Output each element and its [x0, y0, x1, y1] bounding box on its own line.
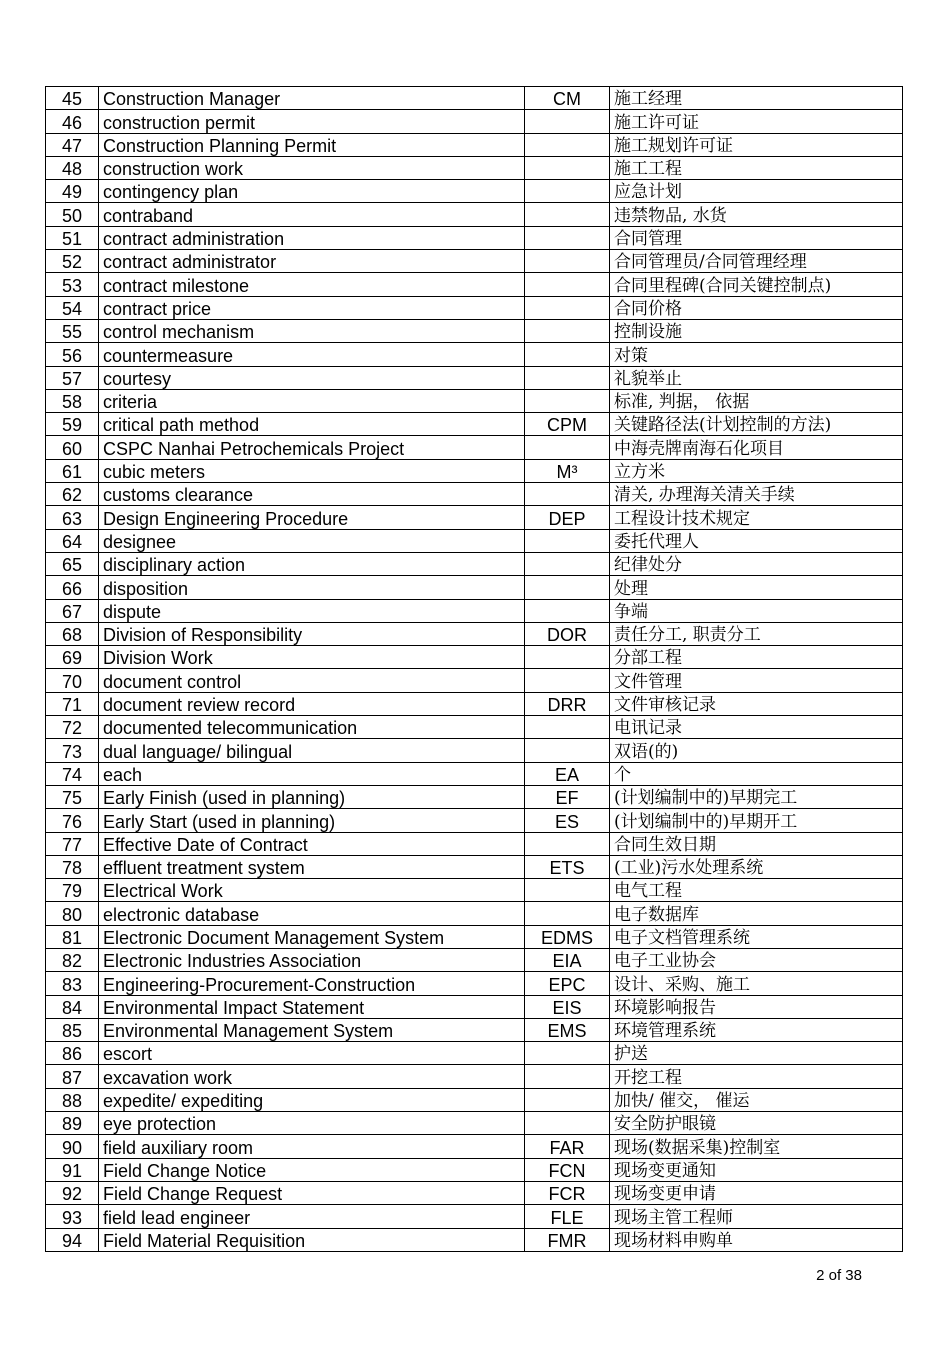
- row-number-cell: 64: [46, 529, 99, 552]
- term-cell: Design Engineering Procedure: [99, 506, 525, 529]
- row-number-cell: 68: [46, 622, 99, 645]
- row-number-cell: 90: [46, 1135, 99, 1158]
- table-row: [46, 87, 903, 110]
- row-number-cell: 51: [46, 226, 99, 249]
- table-row: [46, 133, 903, 156]
- table-row: [46, 832, 903, 855]
- abbreviation-cell: [525, 226, 610, 249]
- chinese-translation-cell: 电讯记录: [610, 716, 903, 739]
- term-cell: field lead engineer: [99, 1205, 525, 1228]
- row-number-cell: 92: [46, 1181, 99, 1204]
- table-row: [46, 692, 903, 715]
- table-row: [46, 1135, 903, 1158]
- abbreviation-cell: FCN: [525, 1158, 610, 1181]
- abbreviation-cell: [525, 250, 610, 273]
- table-row: [46, 1065, 903, 1088]
- row-number-cell: 76: [46, 809, 99, 832]
- abbreviation-cell: [525, 1065, 610, 1088]
- abbreviation-cell: [525, 646, 610, 669]
- row-number-cell: 60: [46, 436, 99, 459]
- chinese-translation-cell: 责任分工, 职责分工: [610, 622, 903, 645]
- abbreviation-cell: [525, 716, 610, 739]
- row-number-cell: 57: [46, 366, 99, 389]
- table-row: [46, 669, 903, 692]
- chinese-translation-cell: 电子文档管理系统: [610, 925, 903, 948]
- table-row: [46, 250, 903, 273]
- chinese-translation-cell: 施工经理: [610, 87, 903, 110]
- abbreviation-cell: ES: [525, 809, 610, 832]
- chinese-translation-cell: 委托代理人: [610, 529, 903, 552]
- table-row: [46, 413, 903, 436]
- chinese-translation-cell: 安全防护眼镜: [610, 1112, 903, 1135]
- row-number-cell: 89: [46, 1112, 99, 1135]
- chinese-translation-cell: (计划编制中的)早期开工: [610, 809, 903, 832]
- chinese-translation-cell: 现场主管工程师: [610, 1205, 903, 1228]
- chinese-translation-cell: 护送: [610, 1042, 903, 1065]
- term-cell: designee: [99, 529, 525, 552]
- term-cell: documented telecommunication: [99, 716, 525, 739]
- term-cell: contraband: [99, 203, 525, 226]
- chinese-translation-cell: 施工工程: [610, 156, 903, 179]
- abbreviation-cell: FAR: [525, 1135, 610, 1158]
- row-number-cell: 74: [46, 762, 99, 785]
- abbreviation-cell: CM: [525, 87, 610, 110]
- abbreviation-cell: [525, 1112, 610, 1135]
- abbreviation-cell: [525, 669, 610, 692]
- term-cell: Electronic Document Management System: [99, 925, 525, 948]
- row-number-cell: 91: [46, 1158, 99, 1181]
- table-row: [46, 809, 903, 832]
- page-number: 2 of 38: [816, 1267, 862, 1284]
- term-cell: Environmental Management System: [99, 1018, 525, 1041]
- chinese-translation-cell: 环境管理系统: [610, 1018, 903, 1041]
- term-cell: construction permit: [99, 110, 525, 133]
- row-number-cell: 94: [46, 1228, 99, 1251]
- row-number-cell: 88: [46, 1088, 99, 1111]
- row-number-cell: 73: [46, 739, 99, 762]
- chinese-translation-cell: 控制设施: [610, 319, 903, 342]
- abbreviation-cell: [525, 832, 610, 855]
- term-cell: Field Change Notice: [99, 1158, 525, 1181]
- term-cell: effluent treatment system: [99, 855, 525, 878]
- abbreviation-cell: EMS: [525, 1018, 610, 1041]
- row-number-cell: 78: [46, 855, 99, 878]
- row-number-cell: 54: [46, 296, 99, 319]
- term-cell: Early Finish (used in planning): [99, 785, 525, 808]
- row-number-cell: 50: [46, 203, 99, 226]
- chinese-translation-cell: 合同里程碑(合同关键控制点): [610, 273, 903, 296]
- row-number-cell: 86: [46, 1042, 99, 1065]
- term-cell: customs clearance: [99, 483, 525, 506]
- term-cell: Division Work: [99, 646, 525, 669]
- term-cell: Field Change Request: [99, 1181, 525, 1204]
- term-cell: Engineering-Procurement-Construction: [99, 972, 525, 995]
- table-row: [46, 1228, 903, 1251]
- row-number-cell: 56: [46, 343, 99, 366]
- chinese-translation-cell: 现场变更申请: [610, 1181, 903, 1204]
- row-number-cell: 45: [46, 87, 99, 110]
- table-row: [46, 1018, 903, 1041]
- row-number-cell: 48: [46, 156, 99, 179]
- chinese-translation-cell: (工业)污水处理系统: [610, 855, 903, 878]
- table-row: [46, 716, 903, 739]
- row-number-cell: 66: [46, 576, 99, 599]
- chinese-translation-cell: 电子工业协会: [610, 948, 903, 971]
- abbreviation-cell: DRR: [525, 692, 610, 715]
- chinese-translation-cell: 合同管理员/合同管理经理: [610, 250, 903, 273]
- table-row: [46, 1181, 903, 1204]
- term-cell: construction work: [99, 156, 525, 179]
- table-row: [46, 1088, 903, 1111]
- table-row: [46, 319, 903, 342]
- row-number-cell: 83: [46, 972, 99, 995]
- table-row: [46, 576, 903, 599]
- table-row: [46, 226, 903, 249]
- chinese-translation-cell: 开挖工程: [610, 1065, 903, 1088]
- chinese-translation-cell: 环境影响报告: [610, 995, 903, 1018]
- row-number-cell: 81: [46, 925, 99, 948]
- chinese-translation-cell: 中海壳牌南海石化项目: [610, 436, 903, 459]
- term-cell: CSPC Nanhai Petrochemicals Project: [99, 436, 525, 459]
- abbreviation-cell: [525, 203, 610, 226]
- term-cell: contract administrator: [99, 250, 525, 273]
- term-cell: Electronic Industries Association: [99, 948, 525, 971]
- abbreviation-cell: [525, 296, 610, 319]
- row-number-cell: 63: [46, 506, 99, 529]
- abbreviation-cell: FMR: [525, 1228, 610, 1251]
- term-cell: contract administration: [99, 226, 525, 249]
- abbreviation-cell: ETS: [525, 855, 610, 878]
- table-row: [46, 785, 903, 808]
- chinese-translation-cell: 关键路径法(计划控制的方法): [610, 413, 903, 436]
- abbreviation-cell: [525, 483, 610, 506]
- row-number-cell: 53: [46, 273, 99, 296]
- abbreviation-cell: [525, 366, 610, 389]
- term-cell: control mechanism: [99, 319, 525, 342]
- term-cell: expedite/ expediting: [99, 1088, 525, 1111]
- term-cell: dispute: [99, 599, 525, 622]
- term-cell: Early Start (used in planning): [99, 809, 525, 832]
- term-cell: document review record: [99, 692, 525, 715]
- row-number-cell: 49: [46, 180, 99, 203]
- chinese-translation-cell: 分部工程: [610, 646, 903, 669]
- glossary-table-body: [46, 87, 903, 1252]
- table-row: [46, 646, 903, 669]
- row-number-cell: 52: [46, 250, 99, 273]
- table-row: [46, 599, 903, 622]
- table-row: [46, 948, 903, 971]
- abbreviation-cell: [525, 133, 610, 156]
- term-cell: dual language/ bilingual: [99, 739, 525, 762]
- term-cell: document control: [99, 669, 525, 692]
- table-row: [46, 995, 903, 1018]
- table-row: [46, 1112, 903, 1135]
- abbreviation-cell: [525, 1088, 610, 1111]
- table-row: [46, 1042, 903, 1065]
- chinese-translation-cell: 违禁物品, 水货: [610, 203, 903, 226]
- row-number-cell: 82: [46, 948, 99, 971]
- chinese-translation-cell: 标准, 判据， 依据: [610, 389, 903, 412]
- chinese-translation-cell: 合同管理: [610, 226, 903, 249]
- row-number-cell: 59: [46, 413, 99, 436]
- chinese-translation-cell: 设计、采购、施工: [610, 972, 903, 995]
- chinese-translation-cell: 立方米: [610, 459, 903, 482]
- row-number-cell: 85: [46, 1018, 99, 1041]
- abbreviation-cell: EF: [525, 785, 610, 808]
- term-cell: Construction Planning Permit: [99, 133, 525, 156]
- term-cell: courtesy: [99, 366, 525, 389]
- row-number-cell: 71: [46, 692, 99, 715]
- table-row: [46, 925, 903, 948]
- row-number-cell: 87: [46, 1065, 99, 1088]
- chinese-translation-cell: 现场变更通知: [610, 1158, 903, 1181]
- abbreviation-cell: M³: [525, 459, 610, 482]
- row-number-cell: 61: [46, 459, 99, 482]
- table-row: [46, 459, 903, 482]
- chinese-translation-cell: 纪律处分: [610, 552, 903, 575]
- chinese-translation-cell: 对策: [610, 343, 903, 366]
- term-cell: each: [99, 762, 525, 785]
- abbreviation-cell: [525, 273, 610, 296]
- term-cell: excavation work: [99, 1065, 525, 1088]
- chinese-translation-cell: 现场材料申购单: [610, 1228, 903, 1251]
- row-number-cell: 58: [46, 389, 99, 412]
- row-number-cell: 77: [46, 832, 99, 855]
- abbreviation-cell: EPC: [525, 972, 610, 995]
- row-number-cell: 65: [46, 552, 99, 575]
- term-cell: Effective Date of Contract: [99, 832, 525, 855]
- table-row: [46, 762, 903, 785]
- abbreviation-cell: [525, 879, 610, 902]
- glossary-table: [45, 86, 903, 1252]
- table-row: [46, 389, 903, 412]
- chinese-translation-cell: 文件管理: [610, 669, 903, 692]
- table-row: [46, 203, 903, 226]
- row-number-cell: 69: [46, 646, 99, 669]
- term-cell: contract price: [99, 296, 525, 319]
- table-row: [46, 273, 903, 296]
- abbreviation-cell: [525, 1042, 610, 1065]
- chinese-translation-cell: 应急计划: [610, 180, 903, 203]
- term-cell: contract milestone: [99, 273, 525, 296]
- row-number-cell: 72: [46, 716, 99, 739]
- table-row: [46, 180, 903, 203]
- term-cell: disposition: [99, 576, 525, 599]
- abbreviation-cell: [525, 436, 610, 459]
- term-cell: cubic meters: [99, 459, 525, 482]
- table-row: [46, 739, 903, 762]
- abbreviation-cell: [525, 180, 610, 203]
- abbreviation-cell: FLE: [525, 1205, 610, 1228]
- table-row: [46, 529, 903, 552]
- table-row: [46, 110, 903, 133]
- term-cell: Field Material Requisition: [99, 1228, 525, 1251]
- abbreviation-cell: DEP: [525, 506, 610, 529]
- abbreviation-cell: [525, 156, 610, 179]
- abbreviation-cell: EDMS: [525, 925, 610, 948]
- table-row: [46, 855, 903, 878]
- table-row: [46, 483, 903, 506]
- term-cell: disciplinary action: [99, 552, 525, 575]
- abbreviation-cell: EIA: [525, 948, 610, 971]
- term-cell: Construction Manager: [99, 87, 525, 110]
- chinese-translation-cell: 合同生效日期: [610, 832, 903, 855]
- chinese-translation-cell: (计划编制中的)早期完工: [610, 785, 903, 808]
- chinese-translation-cell: 文件审核记录: [610, 692, 903, 715]
- abbreviation-cell: [525, 389, 610, 412]
- row-number-cell: 47: [46, 133, 99, 156]
- abbreviation-cell: [525, 319, 610, 342]
- term-cell: Environmental Impact Statement: [99, 995, 525, 1018]
- abbreviation-cell: EIS: [525, 995, 610, 1018]
- abbreviation-cell: [525, 343, 610, 366]
- table-row: [46, 1158, 903, 1181]
- abbreviation-cell: FCR: [525, 1181, 610, 1204]
- abbreviation-cell: [525, 110, 610, 133]
- row-number-cell: 84: [46, 995, 99, 1018]
- table-row: [46, 366, 903, 389]
- row-number-cell: 75: [46, 785, 99, 808]
- chinese-translation-cell: 个: [610, 762, 903, 785]
- abbreviation-cell: CPM: [525, 413, 610, 436]
- term-cell: field auxiliary room: [99, 1135, 525, 1158]
- table-row: [46, 156, 903, 179]
- chinese-translation-cell: 工程设计技术规定: [610, 506, 903, 529]
- abbreviation-cell: DOR: [525, 622, 610, 645]
- term-cell: criteria: [99, 389, 525, 412]
- table-row: [46, 879, 903, 902]
- chinese-translation-cell: 争端: [610, 599, 903, 622]
- table-row: [46, 1205, 903, 1228]
- chinese-translation-cell: 礼貌举止: [610, 366, 903, 389]
- chinese-translation-cell: 清关, 办理海关清关手续: [610, 483, 903, 506]
- table-row: [46, 436, 903, 459]
- chinese-translation-cell: 处理: [610, 576, 903, 599]
- row-number-cell: 93: [46, 1205, 99, 1228]
- term-cell: eye protection: [99, 1112, 525, 1135]
- abbreviation-cell: [525, 739, 610, 762]
- row-number-cell: 67: [46, 599, 99, 622]
- table-row: [46, 506, 903, 529]
- table-row: [46, 972, 903, 995]
- chinese-translation-cell: 现场(数据采集)控制室: [610, 1135, 903, 1158]
- chinese-translation-cell: 施工许可证: [610, 110, 903, 133]
- term-cell: Division of Responsibility: [99, 622, 525, 645]
- term-cell: Electrical Work: [99, 879, 525, 902]
- abbreviation-cell: [525, 552, 610, 575]
- chinese-translation-cell: 加快/ 催交， 催运: [610, 1088, 903, 1111]
- abbreviation-cell: [525, 599, 610, 622]
- row-number-cell: 62: [46, 483, 99, 506]
- chinese-translation-cell: 电子数据库: [610, 902, 903, 925]
- table-row: [46, 552, 903, 575]
- term-cell: critical path method: [99, 413, 525, 436]
- chinese-translation-cell: 双语(的): [610, 739, 903, 762]
- row-number-cell: 55: [46, 319, 99, 342]
- table-row: [46, 343, 903, 366]
- abbreviation-cell: [525, 902, 610, 925]
- term-cell: countermeasure: [99, 343, 525, 366]
- chinese-translation-cell: 电气工程: [610, 879, 903, 902]
- chinese-translation-cell: 合同价格: [610, 296, 903, 319]
- table-row: [46, 296, 903, 319]
- term-cell: electronic database: [99, 902, 525, 925]
- chinese-translation-cell: 施工规划许可证: [610, 133, 903, 156]
- abbreviation-cell: [525, 576, 610, 599]
- row-number-cell: 79: [46, 879, 99, 902]
- abbreviation-cell: EA: [525, 762, 610, 785]
- table-row: [46, 622, 903, 645]
- abbreviation-cell: [525, 529, 610, 552]
- term-cell: escort: [99, 1042, 525, 1065]
- term-cell: contingency plan: [99, 180, 525, 203]
- row-number-cell: 80: [46, 902, 99, 925]
- row-number-cell: 70: [46, 669, 99, 692]
- row-number-cell: 46: [46, 110, 99, 133]
- table-row: [46, 902, 903, 925]
